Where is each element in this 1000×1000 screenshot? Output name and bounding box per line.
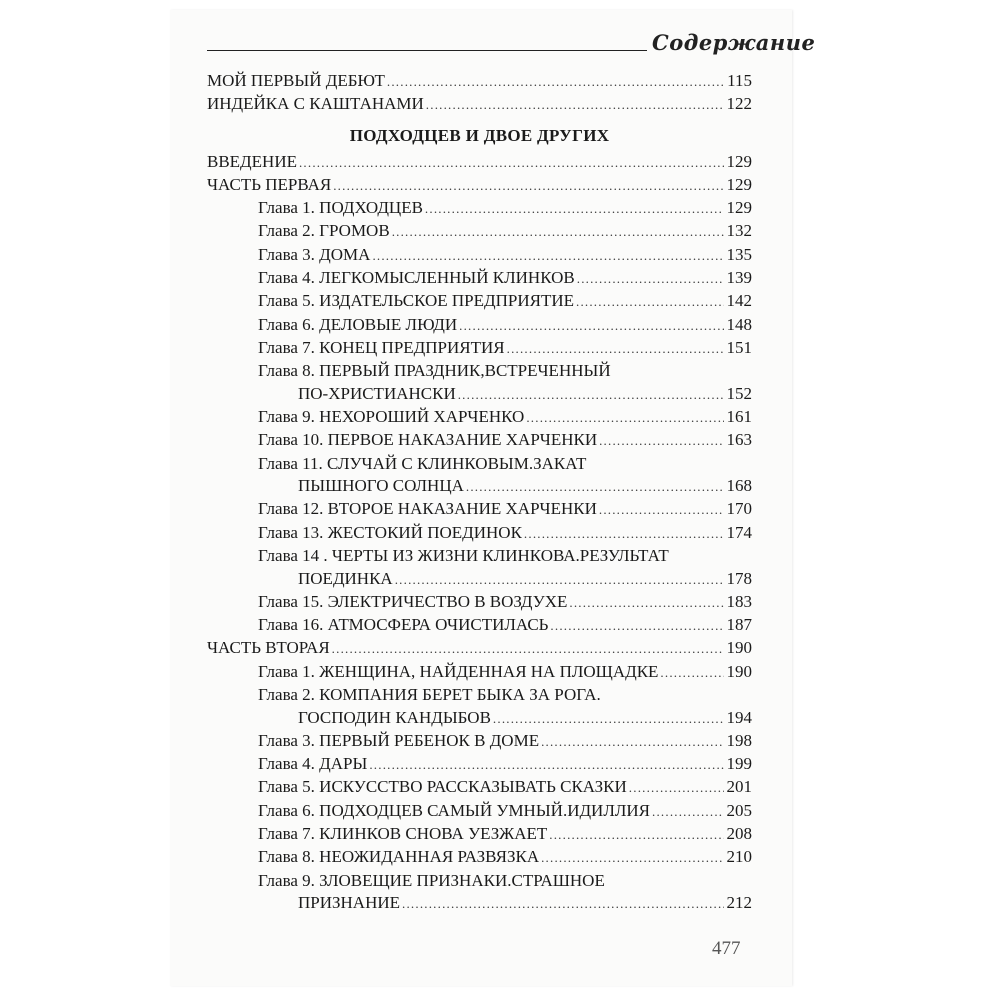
toc-entry-title: ЧАСТЬ ПЕРВАЯ [207, 174, 332, 194]
toc-chapter-page: 201 [726, 777, 752, 797]
toc-chapter-entry [207, 822, 752, 845]
toc-chapter-title: Глава 12. ВТОРОЕ НАКАЗАНИЕ ХАРЧЕНКИ [258, 499, 597, 519]
toc-chapter-title-cont: ПЫШНОГО СОЛНЦА [298, 476, 464, 496]
toc-chapter-entry [207, 660, 752, 683]
toc-chapter-page: 139 [726, 268, 752, 288]
toc-chapter-page: 135 [726, 244, 752, 264]
toc-chapter-continuation [207, 706, 752, 729]
toc-chapter-title: Глава 6. ДЕЛОВЫЕ ЛЮДИ [258, 314, 458, 334]
toc-chapter-title: Глава 8. ПЕРВЫЙ ПРАЗДНИК,ВСТРЕЧЕННЫЙ [258, 361, 611, 381]
leader-dots [549, 823, 724, 846]
toc-chapter-page: 198 [726, 730, 752, 750]
toc-chapter-page: 148 [726, 314, 752, 334]
toc-chapter-entry [207, 521, 752, 544]
leader-dots [466, 475, 724, 498]
toc-chapter-continuation [207, 382, 752, 405]
leader-dots [372, 244, 724, 267]
toc-chapter-title: Глава 4. ДАРЫ [258, 754, 368, 774]
toc-chapter-title: Глава 7. КОНЕЦ ПРЕДПРИЯТИЯ [258, 337, 505, 357]
toc-chapter-page: 129 [726, 198, 752, 218]
leader-dots [577, 267, 724, 290]
toc-chapter-page: 168 [726, 476, 752, 496]
toc-chapter-title-line [207, 452, 752, 475]
toc-chapter-entry [207, 405, 752, 428]
toc-chapter-entry [207, 590, 752, 613]
header-rule [207, 50, 647, 51]
page-number: 477 [712, 938, 741, 959]
toc-entry-title: МОЙ ПЕРВЫЙ ДЕБЮТ [207, 71, 385, 90]
toc-entry-intro [207, 150, 752, 173]
toc-chapter-page: 163 [726, 430, 752, 450]
toc-chapter-page: 187 [726, 615, 752, 635]
toc-chapter-entry [207, 196, 752, 219]
leader-dots [526, 406, 724, 429]
toc-entry-title: ИНДЕЙКА С КАШТАНАМИ [207, 94, 424, 114]
toc-chapter-entry [207, 752, 752, 775]
toc-chapter-title-line [207, 869, 752, 892]
toc-chapter-page: 183 [726, 591, 752, 611]
leader-dots [652, 800, 724, 823]
leader-dots [660, 661, 724, 684]
leader-dots [426, 93, 724, 116]
toc-chapter-title-cont: ПРИЗНАНИЕ [298, 893, 401, 913]
toc-chapter-entry [207, 313, 752, 336]
leader-dots [369, 753, 724, 776]
toc-entry-page: 190 [726, 638, 752, 658]
leader-dots [507, 337, 724, 360]
toc-chapter-title: Глава 5. ИЗДАТЕЛЬСКОЕ ПРЕДПРИЯТИЕ [258, 291, 574, 311]
toc-chapter-title: Глава 4. ЛЕГКОМЫСЛЕННЫЙ КЛИНКОВ [258, 268, 575, 288]
toc-chapter-title: Глава 5. ИСКУССТВО РАССКАЗЫВАТЬ СКАЗКИ [258, 777, 627, 797]
toc-chapter-title: Глава 1. ПОДХОДЦЕВ [258, 198, 423, 218]
toc-chapter-title: Глава 1. ЖЕНЩИНА, НАЙДЕННАЯ НА ПЛОЩАДКЕ [258, 661, 659, 681]
toc-chapter-title: Глава 16. АТМОСФЕРА ОЧИСТИЛАСЬ [258, 615, 549, 635]
toc-chapter-page: 142 [726, 291, 752, 311]
toc-chapter-title: Глава 10. ПЕРВОЕ НАКАЗАНИЕ ХАРЧЕНКИ [258, 430, 598, 450]
toc-chapter-entry [207, 243, 752, 266]
toc-chapter-page: 170 [726, 499, 752, 519]
toc-chapter-entry [207, 845, 752, 868]
leader-dots [629, 776, 724, 799]
leader-dots [425, 197, 724, 220]
leader-dots [599, 498, 724, 521]
section-heading: ПОДХОДЦЕВ И ДВОЕ ДРУГИХ [349, 125, 610, 145]
toc-chapter-title: Глава 8. НЕОЖИДАННАЯ РАЗВЯЗКА [258, 847, 540, 867]
toc-entry-page: 129 [726, 174, 752, 194]
leader-dots [387, 70, 724, 93]
leader-dots [541, 846, 724, 869]
leader-dots [332, 637, 724, 660]
toc-chapter-entry [207, 729, 752, 752]
toc-chapter-page: 208 [726, 824, 752, 844]
toc-chapter-title-cont: ПОЕДИНКА [298, 568, 393, 588]
toc-chapter-entry [207, 613, 752, 636]
toc-chapter-entry [207, 289, 752, 312]
leader-dots [299, 151, 724, 174]
toc-entry-part-one [207, 173, 752, 196]
leader-dots [599, 429, 724, 452]
toc-entry-page: 122 [726, 94, 752, 114]
toc-entry [207, 92, 752, 115]
running-head: Содержание [652, 30, 816, 55]
toc-chapter-page: 161 [726, 407, 752, 427]
leader-dots [493, 707, 724, 730]
leader-dots [402, 892, 724, 915]
toc-chapter-title: Глава 9. НЕХОРОШИЙ ХАРЧЕНКО [258, 407, 525, 427]
leader-dots [459, 314, 724, 337]
part-one-chapters [207, 196, 752, 636]
toc-chapter-title: Глава 14 . ЧЕРТЫ ИЗ ЖИЗНИ КЛИНКОВА.РЕЗУЛЬТАТ [258, 546, 669, 566]
toc-chapter-entry [207, 219, 752, 242]
toc-chapter-title: Глава 6. ПОДХОДЦЕВ САМЫЙ УМНЫЙ.ИДИЛЛИЯ [258, 800, 651, 820]
part-two-chapters [207, 660, 752, 915]
toc-entry-part-two [207, 636, 752, 659]
toc-chapter-page: 194 [726, 707, 752, 727]
toc-entry-title: ВВЕДЕНИЕ [207, 151, 297, 171]
toc-entry [207, 69, 752, 92]
toc-chapter-title: Глава 7. КЛИНКОВ СНОВА УЕЗЖАЕТ [258, 824, 548, 844]
toc-chapter-page: 152 [726, 383, 752, 403]
toc-chapter-entry [207, 336, 752, 359]
toc-chapter-title-line [207, 683, 752, 706]
toc-entry-page: 115 [727, 71, 752, 90]
leader-dots [569, 591, 724, 614]
toc-chapter-entry [207, 497, 752, 520]
toc-chapter-title: Глава 11. СЛУЧАЙ С КЛИНКОВЫМ.ЗАКАТ [258, 453, 587, 473]
toc-chapter-page: 205 [726, 800, 752, 820]
toc-chapter-page: 199 [726, 754, 752, 774]
toc-entry-title: ЧАСТЬ ВТОРАЯ [207, 638, 330, 658]
toc-chapter-title: Глава 3. ДОМА [258, 244, 371, 264]
leader-dots [550, 614, 724, 637]
toc-chapter-entry [207, 428, 752, 451]
toc-chapter-entry [207, 799, 752, 822]
toc-chapter-continuation [207, 474, 752, 497]
toc-chapter-page: 178 [726, 568, 752, 588]
toc-chapter-title-cont: ГОСПОДИН КАНДЫБОВ [298, 707, 491, 727]
toc-chapter-title: Глава 2. КОМПАНИЯ БЕРЕТ БЫКА ЗА РОГА. [258, 685, 601, 705]
toc-chapter-title: Глава 13. ЖЕСТОКИЙ ПОЕДИНОК [258, 522, 522, 542]
toc-chapter-title: Глава 15. ЭЛЕКТРИЧЕСТВО В ВОЗДУХЕ [258, 591, 568, 611]
toc-chapter-page: 151 [726, 337, 752, 357]
toc-chapter-page: 132 [726, 221, 752, 241]
toc-chapter-page: 212 [726, 893, 752, 913]
table-of-contents [207, 69, 752, 914]
leader-dots [541, 730, 724, 753]
leader-dots [458, 383, 724, 406]
toc-chapter-title-line [207, 359, 752, 382]
leader-dots [392, 220, 724, 243]
toc-chapter-page: 174 [726, 522, 752, 542]
toc-chapter-entry [207, 266, 752, 289]
toc-chapter-page: 190 [726, 661, 752, 681]
leader-dots [395, 568, 724, 591]
toc-chapter-title: Глава 9. ЗЛОВЕЩИЕ ПРИЗНАКИ.СТРАШНОЕ [258, 870, 605, 890]
leader-dots [576, 290, 724, 313]
toc-chapter-title-cont: ПО-ХРИСТИАНСКИ [298, 383, 456, 403]
toc-entry-page: 129 [726, 151, 752, 171]
toc-chapter-title: Глава 2. ГРОМОВ [258, 221, 390, 241]
toc-chapter-continuation [207, 891, 752, 914]
toc-chapter-page: 210 [726, 847, 752, 867]
toc-chapter-continuation [207, 567, 752, 590]
toc-chapter-title-line [207, 544, 752, 567]
leader-dots [333, 174, 724, 197]
toc-chapter-entry [207, 775, 752, 798]
toc-chapter-title: Глава 3. ПЕРВЫЙ РЕБЕНОК В ДОМЕ [258, 730, 540, 750]
leader-dots [524, 522, 724, 545]
